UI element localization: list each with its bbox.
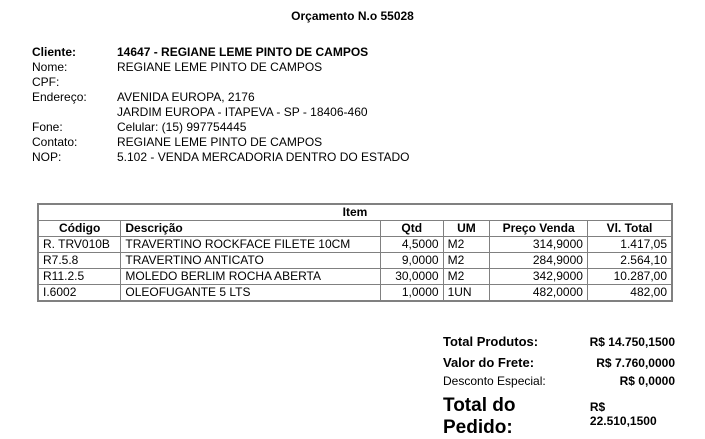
info-label [32,105,117,120]
total-pedido-value: R$ 22.510,1500 [589,400,657,428]
desconto-especial-label: Desconto Especial: [443,374,546,388]
total-pedido-label: Total do Pedido: [443,395,516,438]
info-value: JARDIM EUROPA - ITAPEVA - SP - 18406-460 [117,105,368,119]
cell-preco-venda: 342,9000 [490,269,588,285]
info-label: CPF: [32,75,60,89]
cell-vl-total: 1.417,05 [587,237,672,253]
info-label: Contato: [32,135,78,149]
desconto-especial-value: R$ 0,0000 [619,374,675,388]
cell-preco-venda: 314,9000 [490,237,588,253]
info-label: Cliente: [32,45,77,59]
client-info [32,45,410,165]
cell-um: M2 [443,253,490,269]
document-title: Orçamento N.o 55028 [291,9,414,23]
info-value: AVENIDA EUROPA, 2176 [117,90,255,104]
info-value: REGIANE LEME PINTO DE CAMPOS [117,135,323,149]
column-header-codigo: Código [38,221,121,237]
cell-qtd: 4,5000 [380,237,443,253]
cell-codigo: I.6002 [38,285,121,302]
info-row-endereco-2 [32,105,410,120]
cell-codigo: R7.5.8 [38,253,121,269]
cell-vl-total: 10.287,00 [587,269,672,285]
info-value: REGIANE LEME PINTO DE CAMPOS [117,60,323,74]
info-value: 14647 - REGIANE LEME PINTO DE CAMPOS [117,45,369,59]
info-row-cliente [32,45,410,60]
cell-vl-total: 2.564,10 [587,253,672,269]
desconto-especial-row [443,374,675,395]
info-row-nome [32,60,410,75]
table-header-row [38,221,672,237]
cell-preco-venda: 482,0000 [490,285,588,302]
table-row [38,269,672,285]
cell-qtd: 1,0000 [380,285,443,302]
column-header-vl-total: Vl. Total [587,221,672,237]
valor-frete-row [443,355,675,374]
total-produtos-row [443,334,675,355]
group-header: Item [38,204,672,221]
cell-um: M2 [443,237,490,253]
cell-qtd: 30,0000 [380,269,443,285]
info-label: Nome: [32,60,68,74]
total-produtos-label: Total Produtos: [443,334,539,349]
cell-vl-total: 482,00 [587,285,672,302]
cell-um: M2 [443,269,490,285]
info-row-nop [32,150,410,165]
totals-section [443,334,675,439]
column-header-qtd: Qtd [380,221,443,237]
info-label: Fone: [32,120,63,134]
info-row-endereco [32,90,410,105]
total-pedido-row [443,395,675,439]
info-value: Celular: (15) 997754445 [117,120,247,134]
cell-descricao: TRAVERTINO ANTICATO [121,253,380,269]
info-value: 5.102 - VENDA MERCADORIA DENTRO DO ESTADO [117,150,410,164]
info-label: Endereço: [32,90,87,104]
cell-descricao: OLEOFUGANTE 5 LTS [121,285,380,302]
valor-frete-value: R$ 7.760,0000 [596,356,675,370]
info-label: NOP: [32,150,62,164]
table-row [38,237,672,253]
items-table [37,203,673,302]
valor-frete-label: Valor do Frete: [443,355,535,370]
cell-preco-venda: 284,9000 [490,253,588,269]
column-header-preco-venda: Preço Venda [490,221,588,237]
info-row-cpf [32,75,410,90]
table-row [38,285,672,302]
table-row [38,253,672,269]
column-header-um: UM [443,221,490,237]
cell-descricao: TRAVERTINO ROCKFACE FILETE 10CM [121,237,380,253]
column-header-descricao: Descrição [121,221,380,237]
info-row-fone [32,120,410,135]
cell-um: 1UN [443,285,490,302]
cell-descricao: MOLEDO BERLIM ROCHA ABERTA [121,269,380,285]
cell-codigo: R11.2.5 [38,269,121,285]
info-row-contato [32,135,410,150]
cell-qtd: 9,0000 [380,253,443,269]
total-produtos-value: R$ 14.750,1500 [589,335,675,349]
cell-codigo: R. TRV010B [38,237,121,253]
table-group-header-row [38,204,672,221]
